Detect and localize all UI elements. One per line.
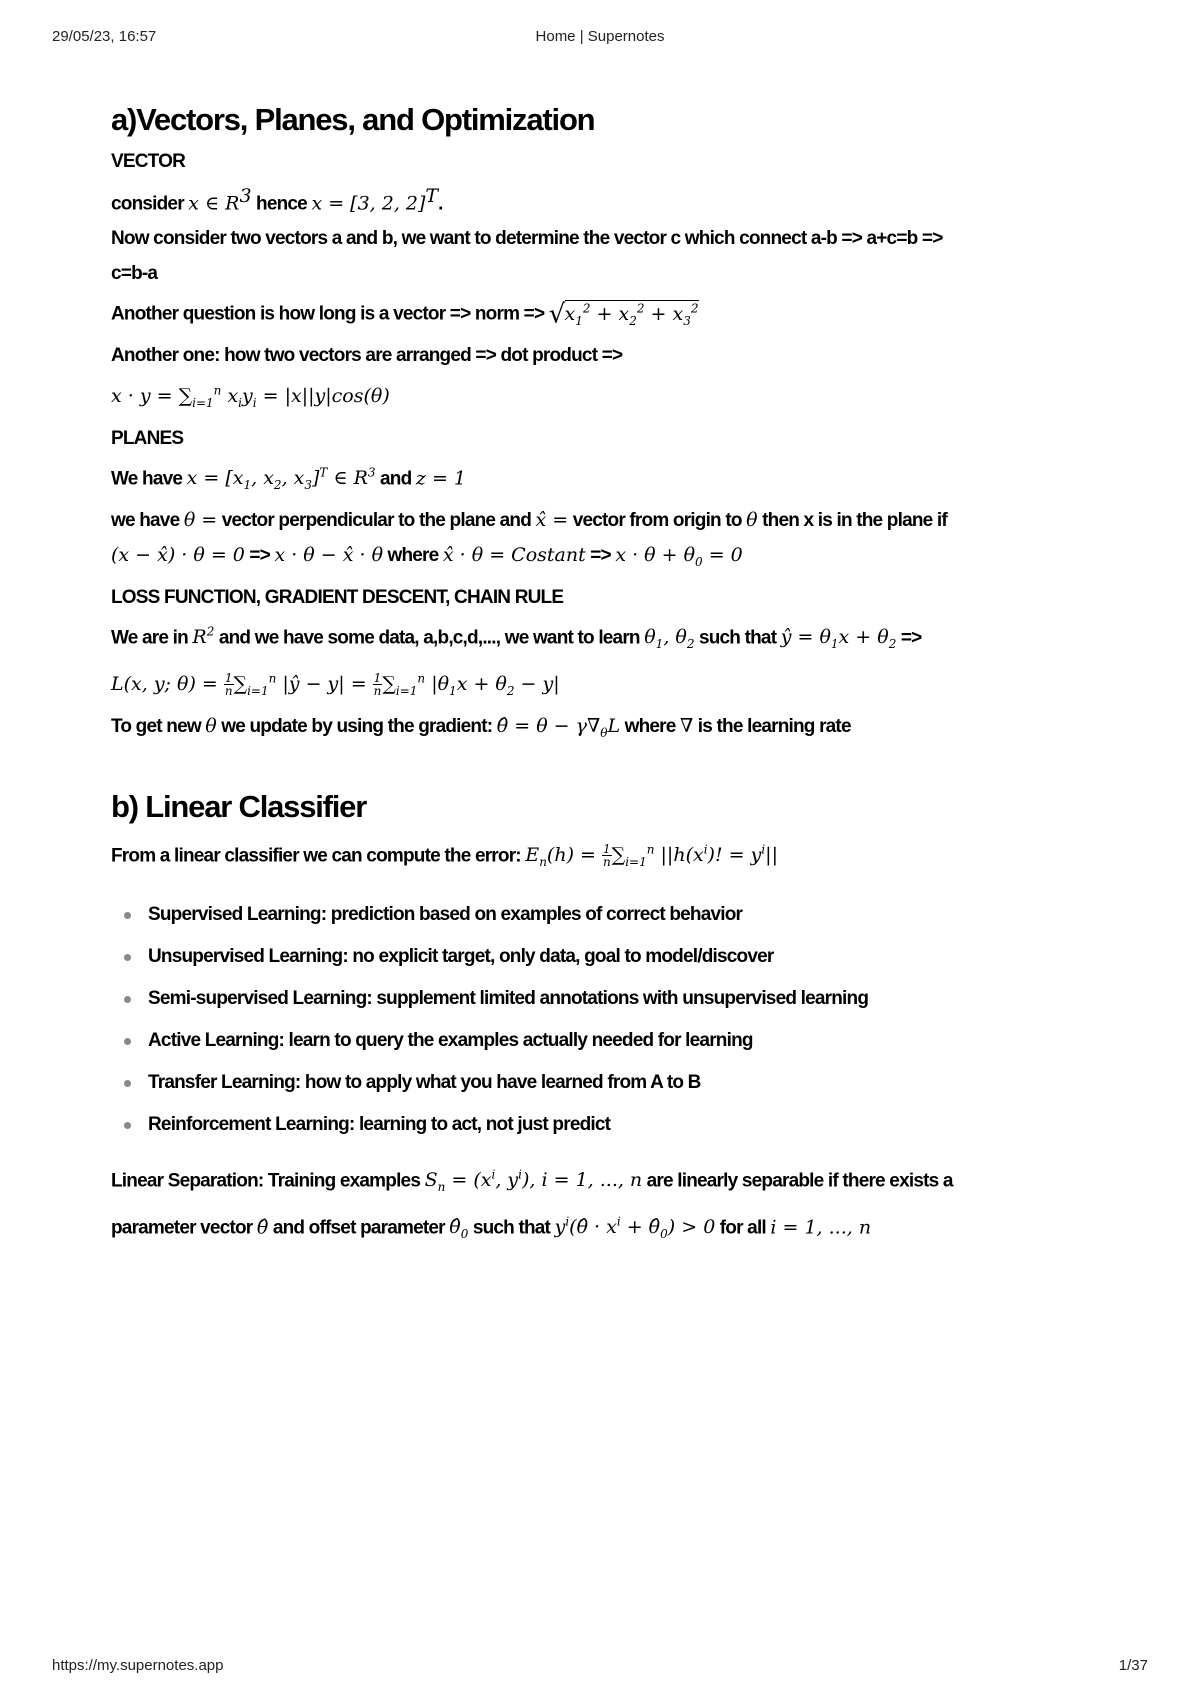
note-content: [111, 100, 1101, 1252]
connect-line-1: Now consider two vectors a and b, we want to determine the vector c which connect a-b => a+c=b =>: [111, 228, 943, 250]
list-item: Active Learning: learn to query the examples actually needed for learning: [111, 1020, 1101, 1062]
section-a-title: a)Vectors, Planes, and Optimization: [111, 102, 595, 137]
print-header-datetime: 29/05/23, 16:57: [52, 28, 157, 45]
learning-types-list: [111, 894, 1101, 1146]
linear-separation-line-2: parameter vector θ̂ and offset parameter $\thetâ_0$ such that $y^i(\thetâ \cdot x^i$ + $\thetâ_0) > 0$ for all i = 1, ..., n: [111, 1214, 872, 1241]
linear-separation-line-1: Linear Separation: Training examples $S_n = (x^i$, $y^i$), i = 1, ..., n are linearly separable if there exists a: [111, 1167, 953, 1194]
perpendicular-line: we have θ = vector perpendicular to the plane and x̂ = vector from origin to θ then x is in the plane if: [111, 508, 947, 531]
gradient-line: To get new θ we update by using the gradient: θ̂ = $\theta - \gamma\nabla_\theta L$ where ∇ is the learning rate: [111, 714, 851, 740]
plane-equation-line: (x − x̂) · θ = 0 => x · θ − x̂ · θ where x̂ · $\theta = Costant => x \cdot \theta + \theta_0 = 0$: [111, 543, 743, 569]
planes-line: We have $x = [x_1$, $x_2$, $x_3]^T$ ∈ $R^3$ and z = 1: [111, 465, 466, 492]
print-footer-page-number: 1/37: [1118, 1657, 1148, 1674]
connect-line-2: c=b-a: [111, 263, 158, 285]
planes-heading: PLANES: [111, 427, 184, 449]
print-header-title: Home | Supernotes: [535, 28, 665, 45]
list-item: Unsupervised Learning: no explicit target, only data, goal to model/discover: [111, 936, 1101, 978]
list-item: Semi-supervised Learning: supplement limited annotations with unsupervised learning: [111, 978, 1101, 1020]
print-footer-url: https://my.supernotes.app: [52, 1657, 224, 1674]
loss-line: We are in $R^2$ and we have some data, a,b,c,d,..., we want to learn $\theta_1$, $\theta_2$ such that ŷ = $\theta_1x + \theta_2$ =>: [111, 624, 922, 651]
section-b-title: b) Linear Classifier: [111, 788, 367, 824]
loss-formula: L(x, y; θ) = $\frac{1}{n}$ $\sum_{i=1}^n$ |ŷ − y| = $\frac{1}{n}$ $\sum_{i=1}^n$ $|\theta_1x + \theta_2 - y|$: [111, 671, 560, 699]
vector-heading: VECTOR: [111, 151, 186, 172]
list-item: Transfer Learning: how to apply what you have learned from A to B: [111, 1062, 1101, 1104]
error-line: From a linear classifier we can compute the error: $E_n(h)$ = $\frac{1}{n}$ $\sum_{i=1}^n$ $||h(x^i)$! = $y^i||$: [111, 842, 778, 870]
norm-line: Another question is how long is a vector => norm => $√x_1^2 + x_2^2 + x_3^2$: [111, 299, 699, 330]
list-item: Reinforcement Learning: learning to act, not just predict: [111, 1104, 1101, 1146]
dot-product-formula: $x \cdot y = \sum_{i=1}^n$ $x_iy_i = |x||y|\cos(\theta)$: [111, 383, 390, 410]
consider-line: consider x ∈ $R^3$ hence x = [3, 2, 2]$^T$.: [111, 185, 443, 215]
list-item: Supervised Learning: prediction based on examples of correct behavior: [111, 894, 1101, 936]
loss-heading: LOSS FUNCTION, GRADIENT DESCENT, CHAIN RULE: [111, 586, 564, 608]
dot-product-line: Another one: how two vectors are arranged => dot product =>: [111, 345, 623, 367]
